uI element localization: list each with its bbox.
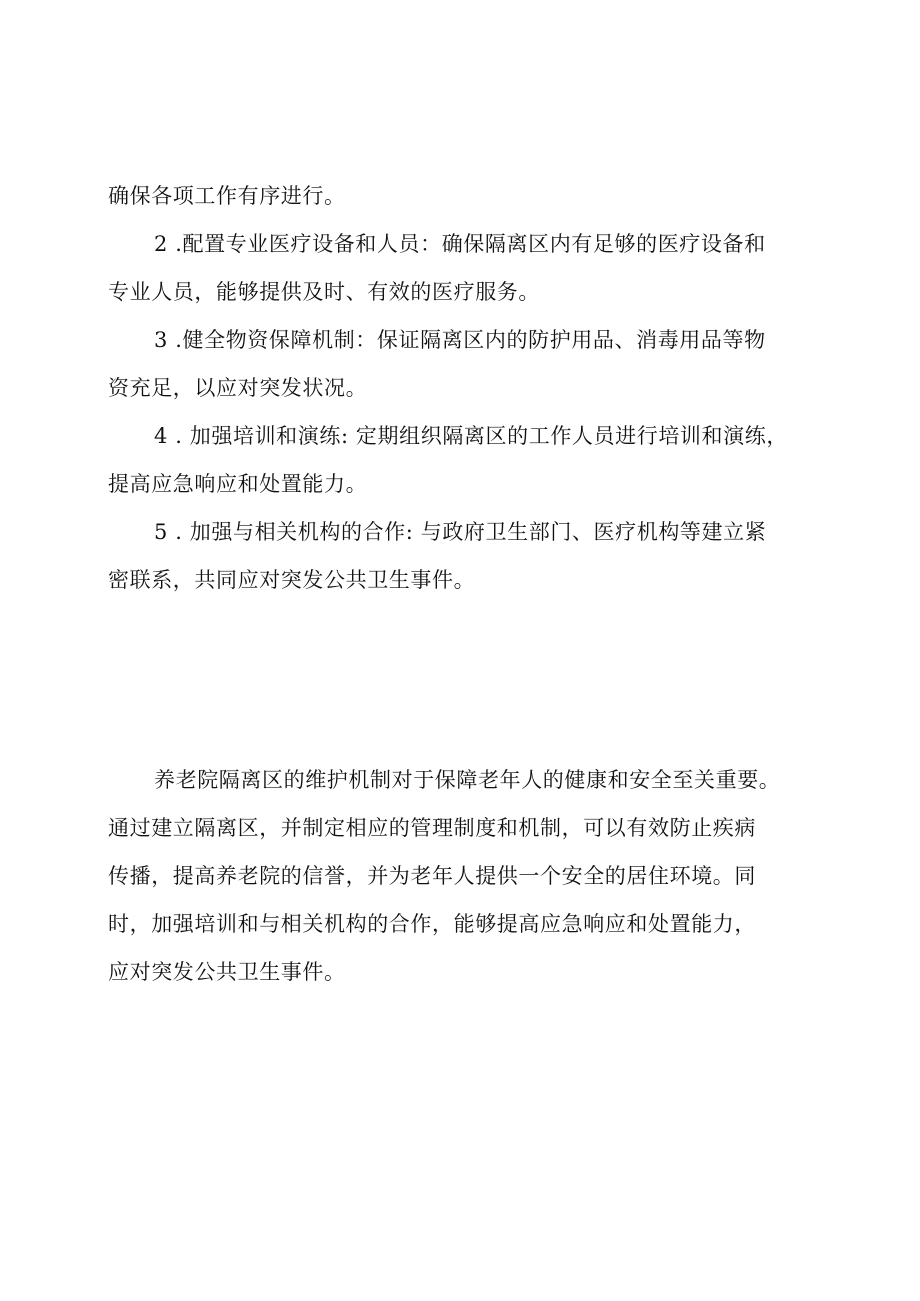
conclusion-line-2: 通过建立隔离区，并制定相应的管理制度和机制，可以有效防止疾病 xyxy=(108,816,756,840)
conclusion-line-3: 传播，提高养老院的信誉，并为老年人提供一个安全的居住环境。同 xyxy=(108,864,756,888)
measures-list xyxy=(108,172,828,604)
list-item-4-line-1: 4 . 加强培训和演练: 定期组织隔离区的工作人员进行培训和演练， xyxy=(154,424,788,448)
list-item-3-line-2: 资充足，以应对突发状况。 xyxy=(108,376,368,400)
list-item-3-line-1: 3 .健全物资保障机制：保证隔离区内的防护用品、消毒用品等物 xyxy=(154,328,766,352)
conclusion-paragraph xyxy=(108,756,828,996)
conclusion-line-5: 应对突发公共卫生事件。 xyxy=(108,960,346,984)
conclusion-line-1: 养老院隔离区的维护机制对于保障老年人的健康和安全至关重要。 xyxy=(154,768,781,792)
list-item-5-line-2: 密联系，共同应对突发公共卫生事件。 xyxy=(108,568,476,592)
conclusion-line-4: 时，加强培训和与相关机构的合作，能够提高应急响应和处置能力， xyxy=(108,912,756,936)
list-item-2-line-2: 专业人员，能够提供及时、有效的医疗服务。 xyxy=(108,280,540,304)
list-item-2-line-1: 2 .配置专业医疗设备和人员：确保隔离区内有足够的医疗设备和 xyxy=(154,232,766,256)
list-item-5-line-1: 5 . 加强与相关机构的合作: 与政府卫生部门、医疗机构等建立紧 xyxy=(154,520,767,544)
list-item-4-line-2: 提高应急响应和处置能力。 xyxy=(108,472,368,496)
continuation-line: 确保各项工作有序进行。 xyxy=(108,184,346,208)
